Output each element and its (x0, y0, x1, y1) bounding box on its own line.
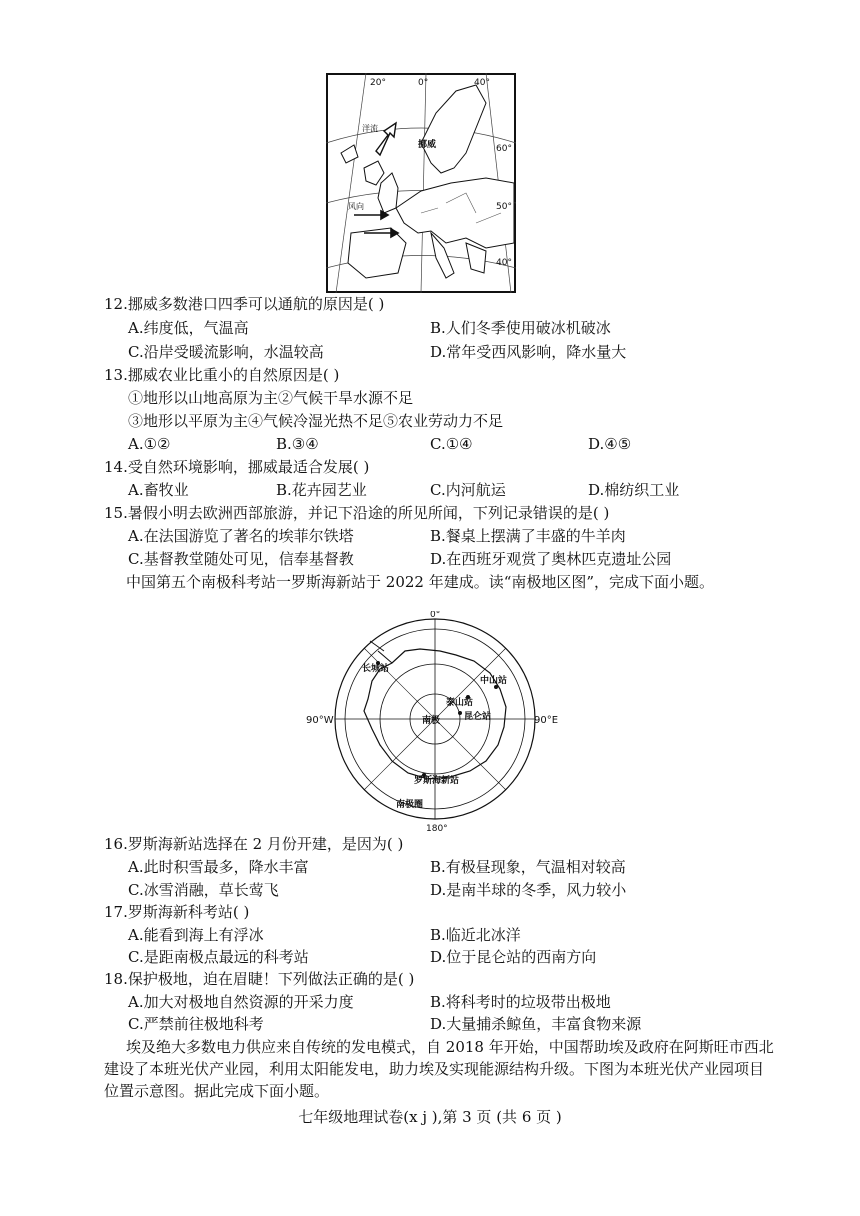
question-18-option-d: D.大量捕杀鲸鱼，丰富食物来源 (430, 1015, 642, 1033)
question-12-option-a: A.纬度低，气温高 (128, 319, 249, 337)
question-15-option-d: D.在西班牙观赏了奥林匹克遗址公园 (430, 550, 672, 568)
question-12-option-c: C.沿岸受暖流影响，水温较高 (128, 343, 324, 361)
europe-label-wind: 风向 (348, 202, 364, 211)
question-13-statement-2: ③地形以平原为主④气候冷湿光热不足⑤农业劳动力不足 (128, 412, 504, 430)
europe-lon-40: 40° (474, 78, 490, 88)
question-12-option-d: D.常年受西风影响，降水量大 (430, 343, 627, 361)
antarctic-label-changcheng: 长城站 (362, 664, 390, 674)
question-16-option-d: D.是南半球的冬季，风力较小 (430, 881, 627, 899)
question-12-option-b: B.人们冬季使用破冰机破冰 (430, 319, 611, 337)
antarctic-label-0: 0° (430, 611, 441, 620)
question-18-option-c: C.严禁前往极地科考 (128, 1015, 264, 1033)
question-13-option-b: B.③④ (276, 435, 319, 453)
europe-lat-60: 60° (496, 144, 512, 154)
europe-lat-50: 50° (496, 202, 512, 212)
question-14-option-b: B.花卉园艺业 (276, 481, 367, 499)
antarctic-label-pole: 南极 (422, 716, 441, 726)
question-13-statement-1: ①地形以山地高原为主②气候干旱水源不足 (128, 389, 414, 407)
antarctic-label-circle: 南极圈 (396, 800, 424, 810)
question-17-option-d: D.位于昆仑站的西南方向 (430, 948, 597, 966)
europe-label-norway: 挪威 (418, 140, 437, 150)
question-13-option-c: C.①④ (430, 435, 473, 453)
question-17-stem: 17.罗斯海新科考站( ) (104, 903, 250, 921)
question-16-option-b: B.有极昼现象，气温相对较高 (430, 858, 626, 876)
question-17-option-c: C.是距南极点最远的科考站 (128, 948, 309, 966)
question-13-stem: 13.挪威农业比重小的自然原因是( ) (104, 366, 340, 384)
antarctic-label-rosssea: 罗斯海新站 (414, 776, 460, 786)
europe-lon-0: 0° (418, 78, 429, 88)
europe-lat-40: 40° (496, 258, 512, 268)
question-18-option-b: B.将科考时的垃圾带出极地 (430, 993, 611, 1011)
question-16-option-c: C.冰雪消融，草长莺飞 (128, 881, 279, 899)
question-14-option-c: C.内河航运 (430, 481, 506, 499)
antarctic-label-zhongshan: 中山站 (480, 676, 508, 686)
question-15-option-c: C.基督教堂随处可见，信奉基督教 (128, 550, 354, 568)
question-13-option-d: D.④⑤ (588, 435, 632, 453)
question-17-option-b: B.临近北冰洋 (430, 926, 521, 944)
europe-label-current: 洋流 (362, 124, 378, 133)
antarctic-label-180: 180° (426, 824, 448, 834)
europe-lon-20: 20° (370, 78, 386, 88)
question-17-option-a: A.能看到海上有浮冰 (128, 926, 264, 944)
question-18-option-a: A.加大对极地自然资源的开采力度 (128, 993, 354, 1011)
question-14-stem: 14.受自然环境影响，挪威最适合发展( ) (104, 458, 370, 476)
antarctic-label-90e: 90°E (534, 715, 559, 726)
question-18-stem: 18.保护极地，迫在眉睫！下列做法正确的是( ) (104, 970, 415, 988)
question-14-option-a: A.畜牧业 (128, 481, 189, 499)
question-15-option-a: A.在法国游览了著名的埃菲尔铁塔 (128, 527, 354, 545)
antarctic-label-90w: 90°W (306, 715, 334, 726)
antarctic-intro: 中国第五个南极科考站一罗斯海新站于 2022 年建成。读“南极地区图”，完成下面小题。 (126, 573, 715, 591)
question-13-option-a: A.①② (128, 435, 171, 453)
egypt-intro: 埃及绝大多数电力供应来自传统的发电模式，自 2018 年开始，中国帮助埃及政府在阿斯旺市西北建设了本班光伏产业园，利用太阳能发电，助力埃及实现能源结构升级。下图为本班光伏产业园项目位置示意图。据此完成下面小题。 (104, 1038, 774, 1100)
question-12-stem: 12.挪威多数港口四季可以通航的原因是( ) (104, 295, 385, 313)
question-16-stem: 16.罗斯海新站选择在 2 月份开建，是因为( ) (104, 835, 404, 853)
antarctic-label-kunlun: 昆仑站 (464, 712, 492, 722)
question-16-option-a: A.此时积雪最多，降水丰富 (128, 858, 309, 876)
europe-map (326, 73, 516, 293)
question-15-stem: 15.暑假小明去欧洲西部旅游，并记下沿途的所见所闻，下列记录错误的是( ) (104, 504, 610, 522)
question-15-option-b: B.餐桌上摆满了丰盛的牛羊肉 (430, 527, 626, 545)
page-footer: 七年级地理试卷(x j ),第 3 页 (共 6 页 ) (298, 1108, 562, 1126)
question-14-option-d: D.棉纺织工业 (588, 481, 680, 499)
antarctic-map (300, 611, 570, 836)
antarctic-label-taishan: 泰山站 (446, 698, 474, 708)
